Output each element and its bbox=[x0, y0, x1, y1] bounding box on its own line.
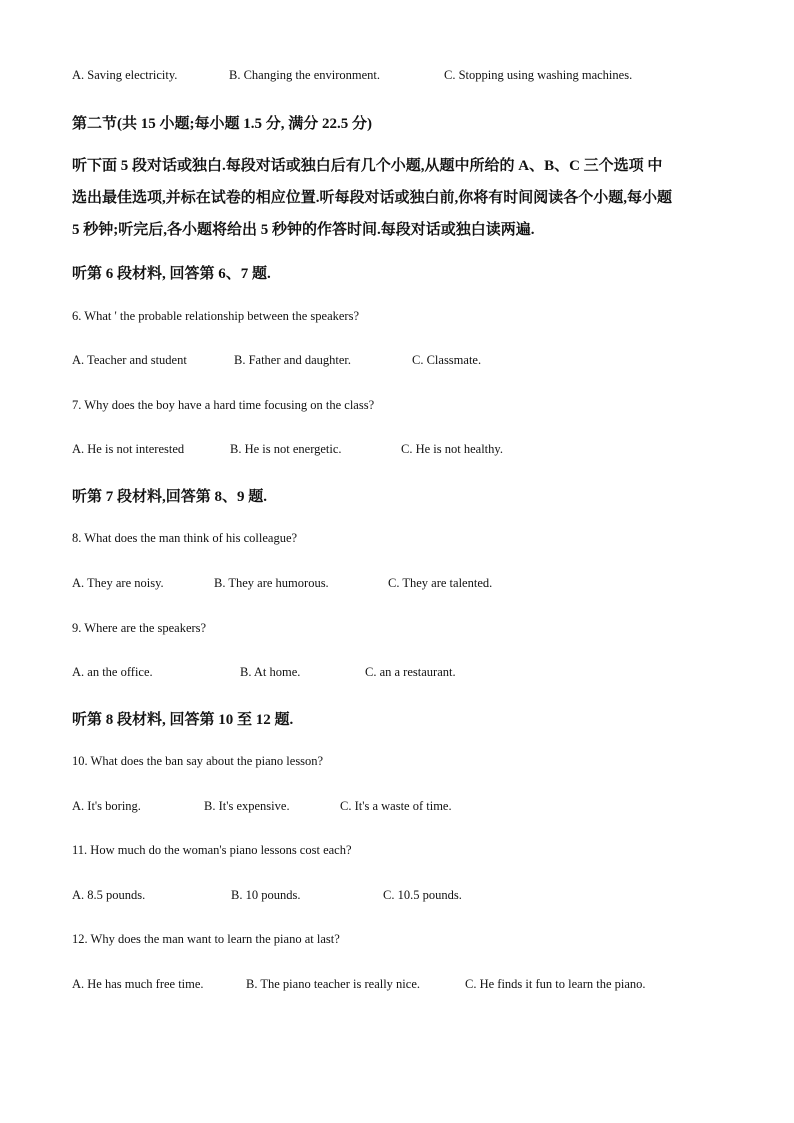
option-c: C. He finds it fun to learn the piano. bbox=[465, 977, 646, 991]
option-c: C. It's a waste of time. bbox=[340, 799, 452, 813]
instructions-line: 5 秒钟;听完后,各小题将给出 5 秒钟的作答时间.每段对话或独白读两遍. bbox=[72, 222, 535, 238]
option-b: B. It's expensive. bbox=[204, 799, 290, 813]
instructions-line: 听下面 5 段对话或独白.每段对话或独白后有几个小题,从题中所给的 A、B、C 三个选项 中 bbox=[72, 158, 663, 174]
material-7-heading: 听第 7 段材料,回答第 8、9 题. bbox=[72, 489, 268, 505]
option-a: A. Saving electricity. bbox=[72, 68, 178, 82]
option-b: B. 10 pounds. bbox=[231, 888, 301, 902]
material-6-heading: 听第 6 段材料, 回答第 6、7 题. bbox=[72, 266, 271, 282]
option-b: B. At home. bbox=[240, 665, 301, 679]
question-9: 9. Where are the speakers? bbox=[72, 621, 207, 635]
option-c: C. Stopping using washing machines. bbox=[444, 68, 633, 82]
option-b: B. Father and daughter. bbox=[234, 353, 351, 367]
option-b: B. Changing the environment. bbox=[229, 68, 381, 82]
option-a: A. an the office. bbox=[72, 665, 153, 679]
instructions-line: 选出最佳选项,并标在试卷的相应位置.听每段对话或独白前,你将有时间阅读各个小题,每小题 bbox=[72, 190, 673, 206]
question-6: 6. What ' the probable relationship between the speakers? bbox=[72, 309, 359, 323]
question-10: 10. What does the ban say about the piano lesson? bbox=[72, 754, 324, 768]
option-b: B. They are humorous. bbox=[214, 576, 329, 590]
option-a: A. They are noisy. bbox=[72, 576, 164, 590]
option-b: B. The piano teacher is really nice. bbox=[246, 977, 421, 991]
material-8-heading: 听第 8 段材料, 回答第 10 至 12 题. bbox=[72, 712, 294, 728]
option-a: A. It's boring. bbox=[72, 799, 141, 813]
question-12: 12. Why does the man want to learn the piano at last? bbox=[72, 932, 340, 946]
question-7: 7. Why does the boy have a hard time focusing on the class? bbox=[72, 398, 375, 412]
option-a: A. He is not interested bbox=[72, 442, 185, 456]
option-a: A. 8.5 pounds. bbox=[72, 888, 146, 902]
option-a: A. He has much free time. bbox=[72, 977, 204, 991]
question-8: 8. What does the man think of his colleague? bbox=[72, 531, 298, 545]
option-b: B. He is not energetic. bbox=[230, 442, 342, 456]
instructions bbox=[72, 150, 722, 246]
option-c: C. 10.5 pounds. bbox=[383, 888, 462, 902]
question-11: 11. How much do the woman's piano lessons cost each? bbox=[72, 843, 352, 857]
option-c: C. Classmate. bbox=[412, 353, 482, 367]
option-c: C. an a restaurant. bbox=[365, 665, 456, 679]
option-a: A. Teacher and student bbox=[72, 353, 187, 367]
section-title: 第二节(共 15 小题;每小题 1.5 分, 满分 22.5 分) bbox=[72, 116, 372, 132]
option-c: C. They are talented. bbox=[388, 576, 493, 590]
option-c: C. He is not healthy. bbox=[401, 442, 503, 456]
